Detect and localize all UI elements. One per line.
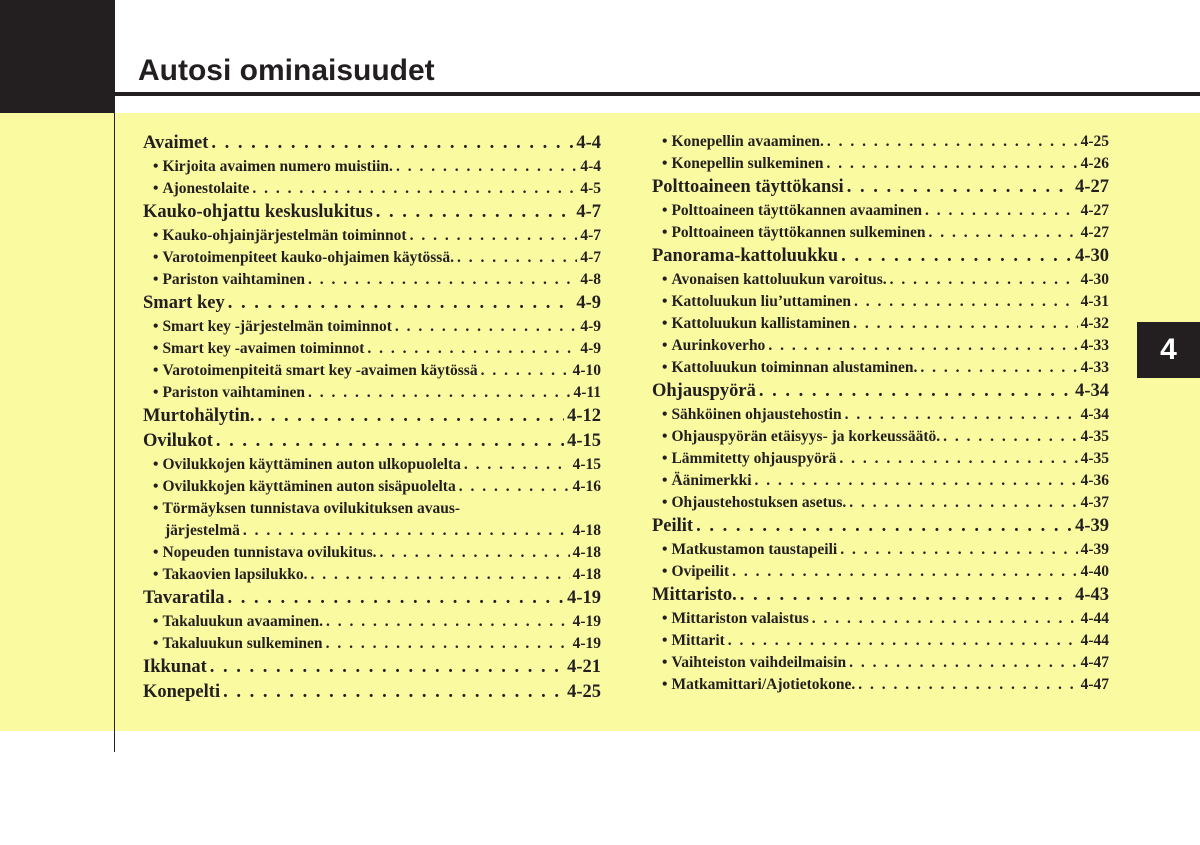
- toc-entry-label: Aurinkoverho: [671, 337, 766, 354]
- toc-page-number: 4-26: [1080, 155, 1109, 172]
- toc-subentry[interactable]: [652, 448, 1109, 470]
- toc-page-number: 4-19: [572, 613, 601, 630]
- toc-subentry[interactable]: [652, 269, 1109, 291]
- toc-subentry[interactable]: [652, 291, 1109, 313]
- toc-entry-label: Mittaristo.: [652, 585, 737, 605]
- toc-section-entry[interactable]: [652, 583, 1109, 608]
- toc-entry-label: Polttoaineen täyttökansi: [652, 177, 844, 197]
- toc-subentry[interactable]: [143, 156, 601, 178]
- dot-leader: [740, 583, 1072, 608]
- dot-leader: [849, 652, 1077, 674]
- toc-page-number: 4-40: [1080, 563, 1109, 580]
- header-black-block: [0, 0, 115, 113]
- dot-leader: [308, 382, 570, 404]
- dot-leader: [252, 178, 577, 200]
- toc-page-number: 4-8: [580, 271, 601, 288]
- toc-subentry[interactable]: [143, 178, 601, 200]
- dot-leader: [696, 514, 1072, 539]
- page-title: Autosi ominaisuudet: [138, 54, 435, 87]
- toc-page-number: 4-34: [1080, 406, 1109, 423]
- bullet-icon: •: [662, 155, 668, 172]
- dot-leader: [223, 680, 564, 705]
- toc-entry-label: Peilit: [652, 516, 694, 536]
- toc-section-entry[interactable]: [652, 175, 1109, 200]
- toc-page-number: 4-33: [1080, 337, 1109, 354]
- toc-subentry[interactable]: [652, 335, 1109, 357]
- toc-entry-label: Ajonestolaite: [162, 180, 250, 197]
- toc-subentry[interactable]: [143, 338, 601, 360]
- bullet-icon: •: [662, 202, 668, 219]
- toc-entry-label: Varotoimenpiteitä smart key -avaimen käytössä: [162, 362, 478, 379]
- toc-entry-label: Kattoluukun kallistaminen: [671, 315, 851, 332]
- bullet-icon: •: [153, 362, 159, 379]
- dot-leader: [826, 153, 1077, 175]
- toc-entry-label: Mittarit: [671, 632, 725, 649]
- toc-entry-label: Kauko-ohjattu keskuslukitus: [143, 202, 373, 222]
- dot-leader: [839, 448, 1077, 470]
- toc-entry-label: Murtohälytin.: [143, 406, 255, 426]
- toc-page-number: 4-44: [1080, 632, 1109, 649]
- toc-entry-label: Nopeuden tunnistava ovilukitus.: [162, 544, 377, 561]
- toc-entry-label: Matkamittari/Ajotietokone.: [671, 676, 856, 693]
- dot-leader: [847, 175, 1072, 200]
- margin-line: [114, 0, 115, 752]
- bullet-icon: •: [662, 406, 668, 423]
- toc-page-number: 4-34: [1075, 381, 1109, 401]
- toc-entry-label: Panorama-kattoluukku: [652, 246, 839, 266]
- dot-leader: [216, 429, 564, 454]
- dot-leader: [929, 222, 1078, 244]
- toc-entry-label: Smart key -avaimen toiminnot: [162, 340, 365, 357]
- dot-leader: [853, 313, 1077, 335]
- bullet-icon: •: [153, 384, 159, 401]
- bullet-icon: •: [153, 249, 159, 266]
- toc-entry-label: Pariston vaihtaminen: [162, 271, 305, 288]
- toc-entry-label: Ohjauspyörän etäisyys- ja korkeussäätö.: [671, 428, 941, 445]
- dot-leader: [464, 454, 570, 476]
- dot-leader: [920, 357, 1077, 379]
- toc-entry-label: järjestelmä: [165, 522, 240, 539]
- toc-section-entry[interactable]: [143, 429, 601, 454]
- toc-subentry[interactable]: [652, 313, 1109, 335]
- toc-entry-label: Ikkunat: [143, 657, 207, 677]
- toc-page-number: 4-44: [1080, 610, 1109, 627]
- toc-entry-label: Takaovien lapsilukko.: [162, 566, 308, 583]
- toc-subentry[interactable]: [652, 131, 1109, 153]
- toc-subentry[interactable]: [143, 520, 601, 542]
- bullet-icon: •: [153, 456, 159, 473]
- chapter-tab[interactable]: 4: [1137, 322, 1200, 378]
- toc-subentry[interactable]: [143, 454, 601, 476]
- dot-leader: [812, 608, 1078, 630]
- toc-entry-label: Pariston vaihtaminen: [162, 384, 305, 401]
- bullet-icon: •: [662, 494, 668, 511]
- toc-page-number: 4-32: [1080, 315, 1109, 332]
- toc-page-number: 4-30: [1080, 271, 1109, 288]
- toc-page-number: 4-12: [567, 406, 601, 426]
- bullet-icon: •: [153, 271, 159, 288]
- toc-page-number: 4-25: [1080, 133, 1109, 150]
- dot-leader: [367, 338, 577, 360]
- toc-page-number: 4-5: [580, 180, 601, 197]
- toc-page-number: 4-9: [576, 293, 601, 313]
- toc-subentry[interactable]: [143, 542, 601, 564]
- toc-page-number: 4-35: [1080, 428, 1109, 445]
- toc-entry-label: Mittariston valaistus: [671, 610, 809, 627]
- toc-subentry[interactable]: [143, 564, 601, 586]
- toc-page-number: 4-9: [580, 318, 601, 335]
- toc-section-entry[interactable]: [143, 131, 601, 156]
- toc-entry-label: Lämmitetty ohjauspyörä: [671, 450, 837, 467]
- toc-section-entry[interactable]: [652, 514, 1109, 539]
- toc-subentry[interactable]: [143, 247, 601, 269]
- bullet-icon: •: [662, 293, 668, 310]
- toc-entry-label: Takaluukun sulkeminen: [162, 635, 323, 652]
- toc-entry-label: Matkustamon taustapeili: [671, 541, 838, 558]
- toc-page-number: 4-19: [567, 588, 601, 608]
- toc-column-left: [143, 131, 601, 705]
- bullet-icon: •: [662, 428, 668, 445]
- toc-entry-label: Konepellin sulkeminen: [671, 155, 824, 172]
- bullet-icon: •: [153, 180, 159, 197]
- toc-entry-label: Ohjaustehostuksen asetus.: [671, 494, 847, 511]
- dot-leader: [854, 291, 1078, 313]
- dot-leader: [395, 316, 577, 338]
- toc-page-number: 4-27: [1075, 177, 1109, 197]
- toc-subentry[interactable]: [143, 476, 601, 498]
- toc-page-number: 4-47: [1080, 676, 1109, 693]
- toc-subentry[interactable]: [652, 153, 1109, 175]
- toc-entry-label: Polttoaineen täyttökannen avaaminen: [671, 202, 923, 219]
- dot-leader: [396, 156, 577, 178]
- dot-leader: [210, 655, 564, 680]
- toc-section-entry[interactable]: [652, 379, 1109, 404]
- toc-subentry[interactable]: [143, 316, 601, 338]
- toc-subentry[interactable]: [143, 382, 601, 404]
- dot-leader: [243, 520, 570, 542]
- toc-page-number: 4-15: [572, 456, 601, 473]
- toc-page-number: 4-15: [567, 431, 601, 451]
- toc-page-number: 4-7: [580, 227, 601, 244]
- dot-leader: [858, 674, 1077, 696]
- toc-subentry[interactable]: [652, 470, 1109, 492]
- toc-section-entry[interactable]: [143, 655, 601, 680]
- dot-leader: [845, 404, 1078, 426]
- toc-entry-label: Konepellin avaaminen.: [671, 133, 824, 150]
- toc-subentry[interactable]: [652, 492, 1109, 514]
- toc-section-entry[interactable]: [143, 291, 601, 316]
- toc-section-entry[interactable]: [143, 586, 601, 611]
- toc-page-number: 4-7: [576, 202, 601, 222]
- toc-entry-label: Konepelti: [143, 682, 221, 702]
- dot-leader: [925, 200, 1078, 222]
- toc-column-right: [652, 131, 1109, 696]
- toc-entry-label: Törmäyksen tunnistava ovilukituksen avaus-: [162, 500, 461, 517]
- dot-leader: [376, 200, 574, 225]
- bullet-icon: •: [662, 337, 668, 354]
- toc-page-number: 4-16: [572, 478, 601, 495]
- toc-section-entry[interactable]: [652, 244, 1109, 269]
- toc-entry-label: Kattoluukun toiminnan alustaminen.: [671, 359, 918, 376]
- dot-leader: [481, 360, 570, 382]
- toc-entry-label: Sähköinen ohjaustehostin: [671, 406, 842, 423]
- toc-subentry[interactable]: [143, 633, 601, 655]
- bullet-icon: •: [662, 541, 668, 558]
- dot-leader: [849, 492, 1077, 514]
- dot-leader: [768, 335, 1077, 357]
- dot-leader: [840, 539, 1077, 561]
- bullet-icon: •: [153, 566, 159, 583]
- dot-leader: [211, 131, 573, 156]
- toc-page-number: 4-27: [1080, 224, 1109, 241]
- dot-leader: [410, 225, 578, 247]
- toc-page-number: 4-25: [567, 682, 601, 702]
- toc-subentry[interactable]: [143, 611, 601, 633]
- dot-leader: [310, 564, 569, 586]
- toc-page-number: 4-27: [1080, 202, 1109, 219]
- toc-subentry[interactable]: [652, 561, 1109, 583]
- dot-leader: [759, 379, 1072, 404]
- dot-leader: [755, 470, 1078, 492]
- toc-page-number: 4-10: [572, 362, 601, 379]
- toc-page-number: 4-35: [1080, 450, 1109, 467]
- toc-entry-label: Ohjauspyörä: [652, 381, 756, 401]
- toc-subentry[interactable]: [652, 608, 1109, 630]
- dot-leader: [326, 611, 570, 633]
- toc-entry-label: Ovilukot: [143, 431, 213, 451]
- bullet-icon: •: [662, 315, 668, 332]
- toc-entry-label: Ovilukkojen käyttäminen auton sisäpuolelta: [162, 478, 456, 495]
- dot-leader: [459, 476, 570, 498]
- toc-subentry[interactable]: [143, 225, 601, 247]
- toc-section-entry[interactable]: [143, 680, 601, 705]
- bullet-icon: •: [153, 158, 159, 175]
- bullet-icon: •: [153, 613, 159, 630]
- bullet-icon: •: [153, 478, 159, 495]
- bullet-icon: •: [662, 133, 668, 150]
- dot-leader: [380, 542, 570, 564]
- dot-leader: [943, 426, 1077, 448]
- dot-leader: [827, 131, 1078, 153]
- toc-subentry[interactable]: [652, 200, 1109, 222]
- toc-entry-label: Smart key: [143, 293, 225, 313]
- bullet-icon: •: [662, 224, 668, 241]
- toc-entry-label: Kauko-ohjainjärjestelmän toiminnot: [162, 227, 407, 244]
- toc-subentry[interactable]: [652, 630, 1109, 652]
- toc-entry-label: Ovilukkojen käyttäminen auton ulkopuolelta: [162, 456, 461, 473]
- toc-entry-label: Kirjoita avaimen numero muistiin.: [162, 158, 393, 175]
- toc-page-number: 4-18: [572, 544, 601, 561]
- toc-section-entry[interactable]: [143, 200, 601, 225]
- toc-subentry[interactable]: [652, 357, 1109, 379]
- toc-entry-label: Tavaratila: [143, 588, 225, 608]
- bullet-icon: •: [662, 359, 668, 376]
- toc-page-number: 4-9: [580, 340, 601, 357]
- toc-subentry[interactable]: [652, 222, 1109, 244]
- bullet-icon: •: [153, 544, 159, 561]
- dot-leader: [228, 291, 574, 316]
- toc-page-number: 4-4: [576, 133, 601, 153]
- toc-entry-label: Kattoluukun liu’uttaminen: [671, 293, 852, 310]
- toc-page-number: 4-39: [1075, 516, 1109, 536]
- toc-entry-label: Ovipeilit: [671, 563, 730, 580]
- toc-page-number: 4-31: [1080, 293, 1109, 310]
- dot-leader: [258, 404, 565, 429]
- toc-entry-label: Avaimet: [143, 133, 209, 153]
- toc-page-number: 4-19: [572, 635, 601, 652]
- toc-page-number: 4-36: [1080, 472, 1109, 489]
- toc-page-number: 4-11: [573, 384, 601, 401]
- bullet-icon: •: [153, 340, 159, 357]
- toc-entry-label: Smart key -järjestelmän toiminnot: [162, 318, 392, 335]
- toc-subentry[interactable]: [143, 360, 601, 382]
- toc-entry-label: Polttoaineen täyttökannen sulkeminen: [671, 224, 926, 241]
- toc-entry-label: Avonaisen kattoluukun varoitus.: [671, 271, 887, 288]
- bullet-icon: •: [153, 635, 159, 652]
- dot-leader: [308, 269, 577, 291]
- bullet-icon: •: [662, 271, 668, 288]
- dot-leader: [890, 269, 1078, 291]
- dot-leader: [732, 561, 1077, 583]
- dot-leader: [228, 586, 565, 611]
- bullet-icon: •: [662, 563, 668, 580]
- dot-leader: [457, 247, 577, 269]
- toc-page-number: 4-47: [1080, 654, 1109, 671]
- bullet-icon: •: [662, 676, 668, 693]
- toc-page-number: 4-37: [1080, 494, 1109, 511]
- bullet-icon: •: [662, 472, 668, 489]
- toc-page-number: 4-39: [1080, 541, 1109, 558]
- toc-page-number: 4-18: [572, 522, 601, 539]
- bullet-icon: •: [153, 318, 159, 335]
- toc-entry-label: Varotoimenpiteet kauko-ohjaimen käytössä.: [162, 249, 454, 266]
- bullet-icon: •: [662, 654, 668, 671]
- toc-page-number: 4-30: [1075, 246, 1109, 266]
- bullet-icon: •: [662, 610, 668, 627]
- toc-page-number: 4-4: [580, 158, 601, 175]
- toc-page-number: 4-21: [567, 657, 601, 677]
- toc-page-number: 4-33: [1080, 359, 1109, 376]
- toc-subentry[interactable]: [652, 539, 1109, 561]
- toc-section-entry[interactable]: [143, 404, 601, 429]
- toc-subentry[interactable]: [652, 674, 1109, 696]
- toc-page-number: 4-7: [580, 249, 601, 266]
- bullet-icon: •: [153, 500, 159, 517]
- toc-page-number: 4-18: [572, 566, 601, 583]
- dot-leader: [728, 630, 1078, 652]
- bullet-icon: •: [662, 632, 668, 649]
- toc-entry-label: Äänimerkki: [671, 472, 752, 489]
- toc-subentry[interactable]: [652, 426, 1109, 448]
- bullet-icon: •: [153, 227, 159, 244]
- toc-page-number: 4-43: [1075, 585, 1109, 605]
- dot-leader: [841, 244, 1072, 269]
- bullet-icon: •: [662, 450, 668, 467]
- toc-subentry[interactable]: [143, 269, 601, 291]
- title-underline: [115, 92, 1200, 96]
- toc-subentry[interactable]: [143, 498, 601, 520]
- toc-entry-label: Vaihteiston vaihdeilmaisin: [671, 654, 847, 671]
- toc-subentry[interactable]: [652, 404, 1109, 426]
- toc-entry-label: Takaluukun avaaminen.: [162, 613, 323, 630]
- toc-subentry[interactable]: [652, 652, 1109, 674]
- dot-leader: [326, 633, 570, 655]
